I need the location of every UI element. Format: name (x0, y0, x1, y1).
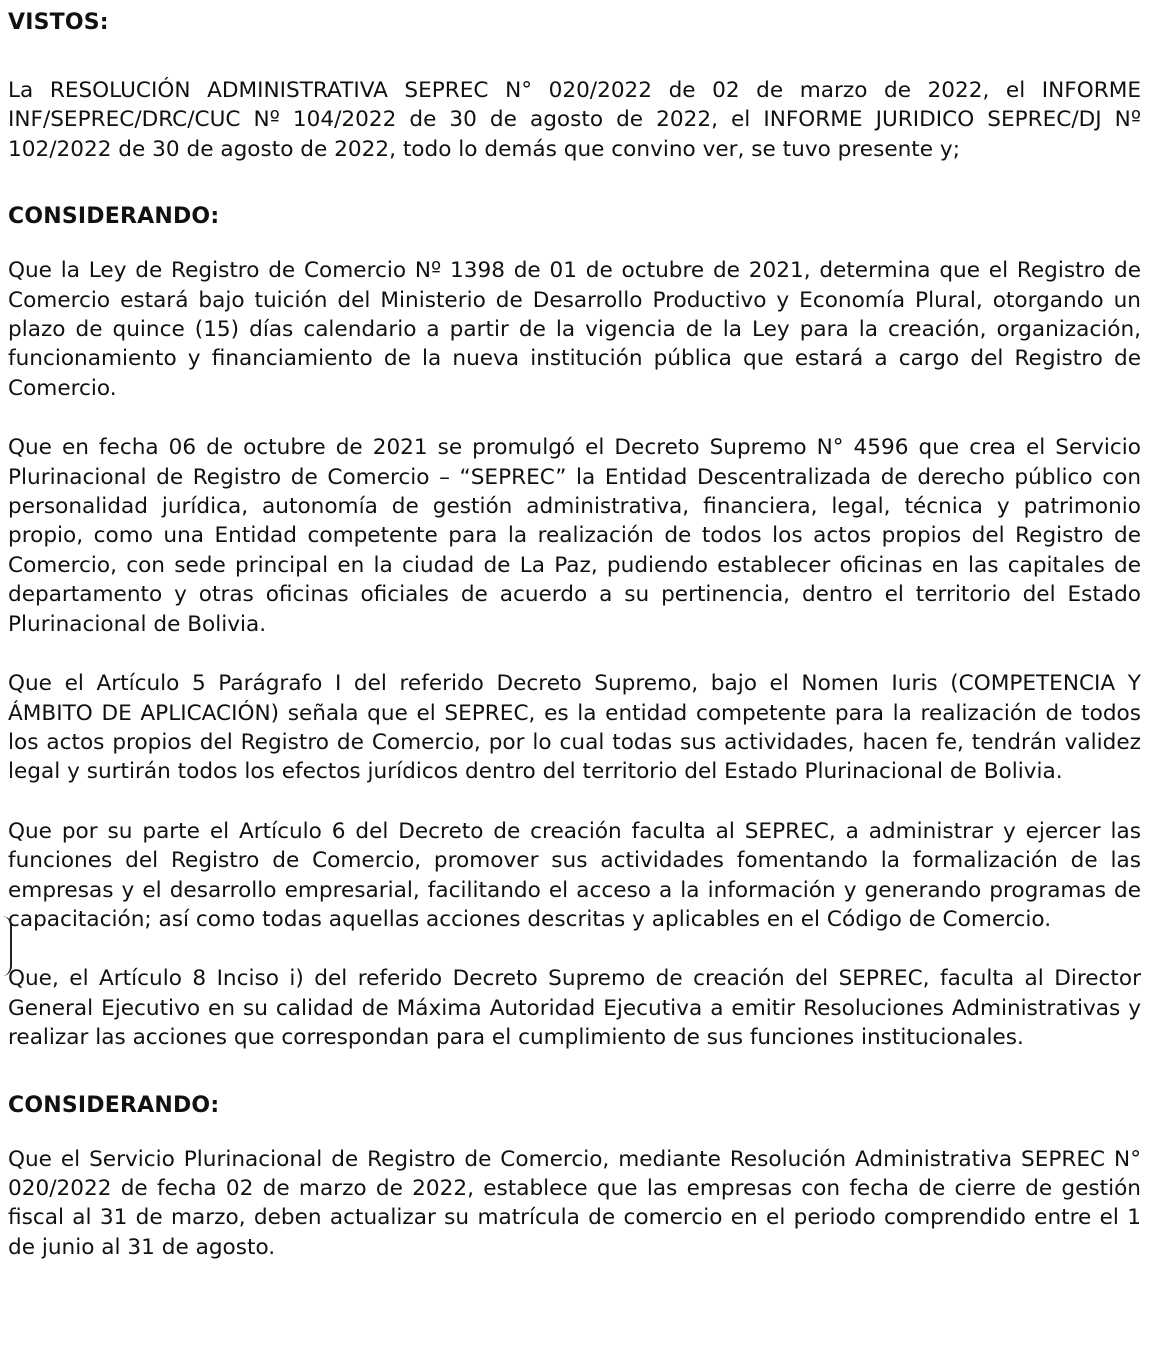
considerando-1-paragraph: Que, el Artículo 8 Inciso i) del referido Decreto Supremo de creación del SEPREC, faculta al Director General Ejecutivo en su calidad de Máxima Autoridad Ejecutiva a emitir Resoluciones Administrativas y realizar las acciones que correspondan para el cumplimiento de sus funciones institucionales. (8, 966, 1141, 1051)
margin-bracket-mark (2, 916, 12, 976)
considerando-1-paragraph: Que el Artículo 5 Parágrafo I del referido Decreto Supremo, bajo el Nomen Iuris (COMPETENCIA Y ÁMBITO DE APLICACIÓN) señala que el SEPREC, es la entidad competente para la realización de todos los actos propios del Registro de Comercio, por lo cual todas sus actividades, hacen fe, tendrán validez legal y surtirán todos los efectos jurídicos dentro del territorio del Estado Plurinacional de Bolivia. (8, 671, 1141, 785)
vistos-paragraph: La RESOLUCIÓN ADMINISTRATIVA SEPREC N° 020/2022 de 02 de marzo de 2022, el INFORME INF/SEPREC/DRC/CUC Nº 104/2022 de 30 de agosto de 2022, el INFORME JURIDICO SEPREC/DJ Nº 102/2022 de 30 de agosto de 2022, todo lo demás que convino ver, se tuvo presente y; (8, 78, 1141, 162)
considerando-heading-2: CONSIDERANDO: (8, 1092, 220, 1118)
considerando-heading-1: CONSIDERANDO: (8, 204, 220, 230)
considerando-1-paragraph: Que en fecha 06 de octubre de 2021 se promulgó el Decreto Supremo N° 4596 que crea el Servicio Plurinacional de Registro de Comercio – “SEPREC” la Entidad Descentralizada de derecho público con personalidad jurídica, autonomía de gestión administrativa, financiera, legal, técnica y patrimonio propio, como una Entidad competente para la realización de todos los actos propios del Registro de Comercio, con sede principal en la ciudad de La Paz, pudiendo establecer oficinas en las capitales de departamento y otras oficinas oficiales de acuerdo a su pertinencia, dentro el territorio del Estado Plurinacional de Bolivia. (8, 435, 1141, 637)
considerando-1-paragraph: Que por su parte el Artículo 6 del Decreto de creación faculta al SEPREC, a administrar y ejercer las funciones del Registro de Comercio, promover sus actividades fomentando la formalización de las empresas y el desarrollo empresarial, facilitando el acceso a la información y generando programas de capacitación; así como todas aquellas acciones descritas y aplicables en el Código de Comercio. (8, 818, 1141, 932)
vistos-heading: VISTOS: (8, 10, 109, 35)
considerando-2-paragraph: Que el Servicio Plurinacional de Registro de Comercio, mediante Resolución Administrativa SEPREC N° 020/2022 de fecha 02 de marzo de 2022, establece que las empresas con fecha de cierre de gestión fiscal al 31 de marzo, deben actualizar su matrícula de comercio en el periodo comprendido entre el 1 de junio al 31 de agosto. (8, 1146, 1141, 1260)
considerando-1-paragraph: Que la Ley de Registro de Comercio Nº 1398 de 01 de octubre de 2021, determina que el Registro de Comercio estará bajo tuición del Ministerio de Desarrollo Productivo y Economía Plural, otorgando un plazo de quince (15) días calendario a partir de la vigencia de la Ley para la creación, organización, funcionamiento y financiamiento de la nueva institución pública que estará a cargo del Registro de Comercio. (8, 258, 1141, 401)
